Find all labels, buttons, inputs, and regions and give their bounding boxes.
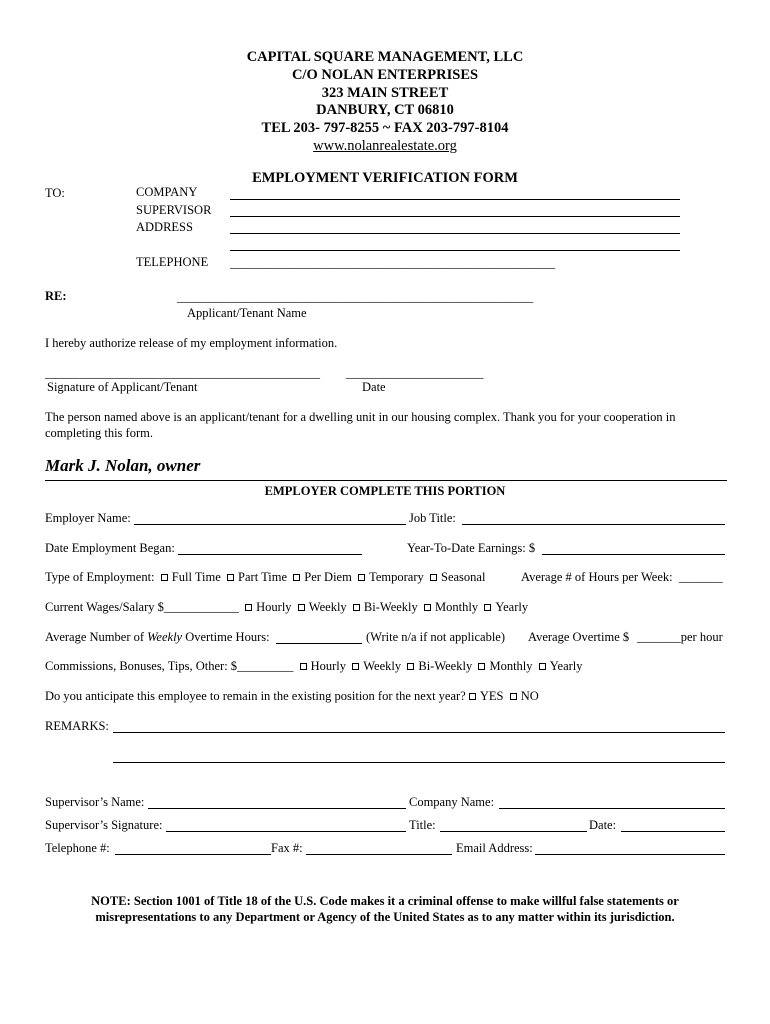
- wages-biweekly-label: Bi-Weekly: [363, 600, 418, 614]
- supervisor-field[interactable]: [230, 216, 680, 217]
- authorization-text: I hereby authorize release of my employment information.: [45, 336, 338, 350]
- wages-hourly-label: Hourly: [256, 600, 292, 614]
- temporary-label: Temporary: [369, 570, 424, 584]
- company-name: CAPITAL SQUARE MANAGEMENT, LLC: [246, 49, 524, 65]
- website-link[interactable]: www.nolanrealestate.org: [313, 138, 457, 154]
- care-of: C/O NOLAN ENTERPRISES: [291, 67, 479, 83]
- email-field[interactable]: [535, 854, 725, 855]
- telephone-label: TELEPHONE: [136, 255, 209, 269]
- applicant-name-field[interactable]: _________________________________________________________: [177, 290, 534, 304]
- notice-line-2: completing this form.: [45, 426, 153, 440]
- commissions-label: Commissions, Bonuses, Tips, Other: $: [45, 659, 238, 673]
- checkbox-comm-yearly[interactable]: [539, 663, 546, 670]
- checkbox-wages-weekly[interactable]: [298, 604, 305, 611]
- avg-overtime-blank[interactable]: _______: [637, 630, 681, 644]
- employer-name-label: Employer Name:: [45, 511, 131, 525]
- street-address: 323 MAIN STREET: [321, 85, 449, 101]
- date-field[interactable]: [621, 831, 725, 832]
- ytd-earnings-field[interactable]: [542, 554, 725, 555]
- checkbox-wages-biweekly[interactable]: [353, 604, 360, 611]
- company-label: COMPANY: [136, 185, 198, 199]
- phone-fax: TEL 203- 797-8255 ~ FAX 203-797-8104: [261, 120, 509, 136]
- telephone-field[interactable]: ____________________________________________________: [230, 256, 555, 270]
- fax-field[interactable]: [306, 854, 452, 855]
- legal-note-line-1: NOTE: Section 1001 of Title 18 of the U.S. Code makes it a criminal offense to make willful false statements or: [91, 894, 679, 908]
- checkbox-wages-monthly[interactable]: [424, 604, 431, 611]
- checkbox-per-diem[interactable]: [293, 574, 300, 581]
- avg-overtime-label: Average Overtime $: [528, 630, 630, 644]
- section-divider: [45, 480, 727, 481]
- comm-hourly-label: Hourly: [310, 659, 346, 673]
- wages-field[interactable]: ____________: [163, 600, 239, 614]
- checkbox-seasonal[interactable]: [430, 574, 437, 581]
- seasonal-label: Seasonal: [441, 570, 486, 584]
- checkbox-no[interactable]: [510, 693, 517, 700]
- checkbox-yes[interactable]: [469, 693, 476, 700]
- date-label: Date:: [589, 818, 617, 832]
- wages-label: Current Wages/Salary $: [45, 600, 164, 614]
- wages-monthly-label: Monthly: [435, 600, 479, 614]
- date-caption: Date: [362, 380, 386, 394]
- checkbox-comm-monthly[interactable]: [478, 663, 485, 670]
- yes-label: YES: [479, 689, 504, 703]
- address-field-2[interactable]: [230, 250, 680, 251]
- supervisor-name-field[interactable]: [148, 808, 406, 809]
- overtime-label-post: Overtime Hours:: [182, 630, 270, 644]
- comm-yearly-label: Yearly: [549, 659, 583, 673]
- employer-name-field[interactable]: [134, 524, 406, 525]
- comm-weekly-label: Weekly: [363, 659, 402, 673]
- remarks-field-2[interactable]: [113, 762, 725, 763]
- checkbox-comm-biweekly[interactable]: [407, 663, 414, 670]
- notice-line-1: The person named above is an applicant/tenant for a dwelling unit in our housing complex. Thank you for your cooperation in: [45, 410, 676, 424]
- checkbox-comm-hourly[interactable]: [300, 663, 307, 670]
- wages-weekly-label: Weekly: [308, 600, 347, 614]
- signature-date-field[interactable]: ______________________: [346, 366, 484, 380]
- job-title-label: Job Title:: [409, 511, 456, 525]
- signature-caption: Signature of Applicant/Tenant: [47, 380, 198, 394]
- supervisor-signature-field[interactable]: [166, 831, 406, 832]
- employment-type-label: Type of Employment:: [45, 570, 155, 584]
- overtime-label: [45, 630, 270, 645]
- avg-hours-label: Average # of Hours per Week:: [521, 570, 673, 584]
- address-label: ADDRESS: [136, 220, 193, 234]
- supervisor-signature-label: Supervisor’s Signature:: [45, 818, 163, 832]
- job-title-field[interactable]: [462, 524, 725, 525]
- supervisor-label: SUPERVISOR: [136, 203, 212, 217]
- remarks-label: REMARKS:: [45, 719, 109, 733]
- title-field[interactable]: [440, 831, 587, 832]
- per-hour-label: per hour: [680, 630, 723, 644]
- avg-hours-field[interactable]: _______: [679, 570, 723, 584]
- telephone-number-label: Telephone #:: [45, 841, 110, 855]
- applicant-name-caption: Applicant/Tenant Name: [187, 306, 307, 320]
- commissions-row: [45, 659, 583, 674]
- form-title: EMPLOYMENT VERIFICATION FORM: [252, 170, 518, 186]
- applicant-signature-field[interactable]: ____________________________________________: [45, 366, 320, 380]
- wages-row: [45, 600, 528, 615]
- overtime-note: (Write n/a if not applicable): [366, 630, 506, 644]
- date-began-field[interactable]: [178, 554, 362, 555]
- title-label: Title:: [409, 818, 436, 832]
- address-field-1[interactable]: [230, 233, 680, 234]
- checkbox-comm-weekly[interactable]: [352, 663, 359, 670]
- ytd-earnings-label: Year-To-Date Earnings: $: [407, 541, 536, 555]
- part-time-label: Part Time: [238, 570, 288, 584]
- email-label: Email Address:: [456, 841, 533, 855]
- employment-type-row: [45, 570, 485, 585]
- anticipate-row: [45, 689, 539, 704]
- wages-yearly-label: Yearly: [495, 600, 529, 614]
- company-name-field[interactable]: [499, 808, 725, 809]
- checkbox-wages-yearly[interactable]: [484, 604, 491, 611]
- checkbox-wages-hourly[interactable]: [245, 604, 252, 611]
- company-name-label: Company Name:: [409, 795, 495, 809]
- to-label: TO:: [45, 186, 65, 200]
- company-field[interactable]: [230, 199, 680, 200]
- checkbox-part-time[interactable]: [227, 574, 234, 581]
- comm-biweekly-label: Bi-Weekly: [418, 659, 473, 673]
- owner-signature: Mark J. Nolan, owner: [45, 456, 201, 475]
- fax-label: Fax #:: [271, 841, 303, 855]
- avg-overtime-field[interactable]: [637, 630, 723, 645]
- city-state-zip: DANBURY, CT 06810: [316, 102, 454, 118]
- remarks-field-1[interactable]: [113, 732, 725, 733]
- telephone-number-field[interactable]: [115, 854, 271, 855]
- commissions-field[interactable]: _________: [237, 659, 294, 673]
- no-label: NO: [520, 689, 539, 703]
- checkbox-full-time[interactable]: [161, 574, 168, 581]
- re-label: RE:: [45, 289, 67, 303]
- legal-note-line-2: misrepresentations to any Department or Agency of the United States as to any matter within its jurisdiction.: [95, 910, 675, 924]
- date-began-label: Date Employment Began:: [45, 541, 175, 555]
- per-diem-label: Per Diem: [304, 570, 352, 584]
- comm-monthly-label: Monthly: [489, 659, 533, 673]
- checkbox-temporary[interactable]: [358, 574, 365, 581]
- full-time-label: Full Time: [171, 570, 221, 584]
- supervisor-name-label: Supervisor’s Name:: [45, 795, 145, 809]
- anticipate-question: Do you anticipate this employee to remain in the existing position for the next year?: [45, 689, 466, 703]
- overtime-label-pre: Average Number of: [45, 630, 148, 644]
- employer-section-title: EMPLOYER COMPLETE THIS PORTION: [264, 484, 506, 498]
- overtime-label-weekly: Weekly: [147, 630, 183, 644]
- overtime-hours-field[interactable]: [276, 643, 362, 644]
